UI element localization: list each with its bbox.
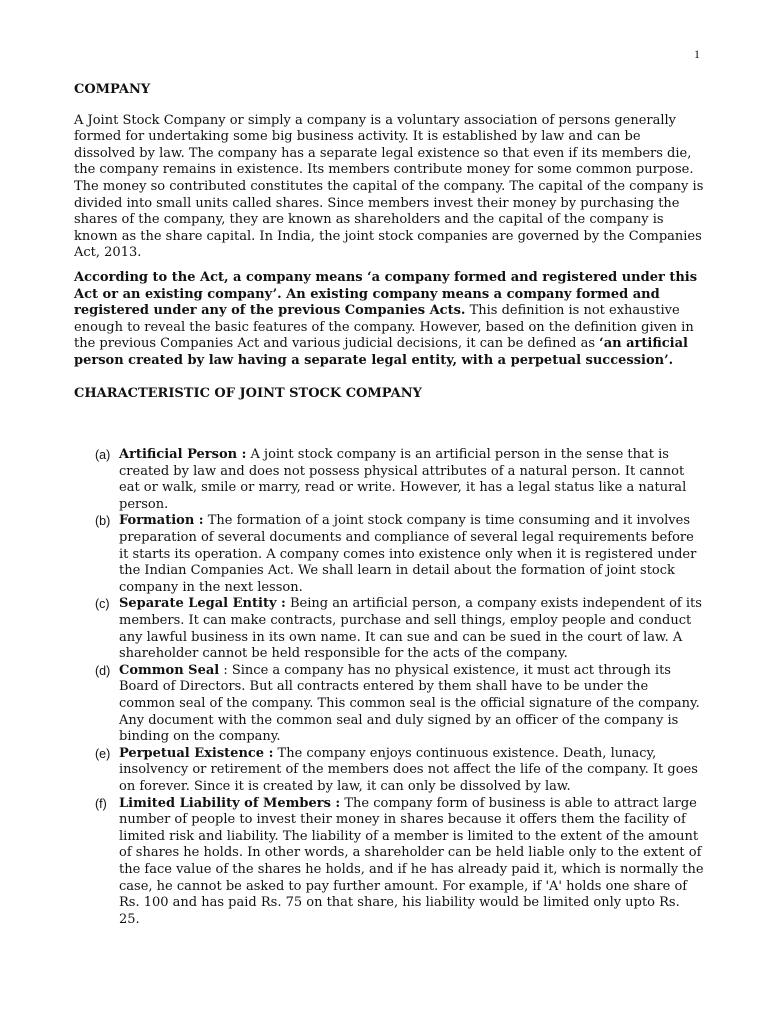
item-text: Being an artificial person, a company exists independent of its members. It can make contracts, purchase and sell things, employ people and conduct any lawful business in its own name. It can sue and can be sued in the court of law. A shareholder cannot be held responsible for the acts of the company. (119, 596, 702, 662)
item-text: : Since a company has no physical existence, it must act through its Board of Directors. But all contracts entered by them shall have to be under the common seal of the company. This common seal is the official signature of the company. Any document with the common seal and duly signed by an officer of the company is binding on the company. (119, 662, 700, 745)
list-marker: (f) (95, 796, 107, 811)
list-item (74, 513, 704, 596)
item-text: The company form of business is able to attract large number of people to invest their money in shares because it offers them the facility of limited risk and liability. The liability of a member is limited to the extent of the amount of shares he holds. In other words, a shareholder can be held liable only to the extent of the face value of the shares he holds, and if he has already paid it, which is normally the case, he cannot be asked to pay further amount. For example, if 'A' holds one share of Rs. 100 and has paid Rs. 75 on that share, his liability would be limited only upto Rs. 25. (119, 795, 704, 927)
definition-normal-text: This definition is not exhaustive enough to reveal the basic features of the company. However, based on the definition given in the previous Companies Act and various judicial decisions, it can be defined as (74, 303, 694, 352)
list-marker: (a) (95, 448, 111, 463)
page-title: COMPANY (74, 82, 151, 97)
list-marker: (d) (95, 663, 111, 678)
list-item (74, 447, 704, 513)
characteristics-list (74, 447, 704, 928)
page-content (74, 82, 704, 928)
list-marker: (b) (95, 514, 111, 529)
list-marker: (c) (95, 597, 110, 612)
page-number: 1 (694, 47, 700, 61)
list-item (74, 746, 704, 796)
section-heading: CHARACTERISTIC OF JOINT STOCK COMPANY (74, 385, 422, 401)
list-item (74, 663, 704, 746)
item-text: A joint stock company is an artificial person in the sense that is created by law and does not possess physical attributes of a natural person. It cannot eat or walk, smile or marry, read or write. However, it has a legal status like a natural person. (119, 447, 687, 512)
intro-paragraph: A Joint Stock Company or simply a company is a voluntary association of persons generally formed for undertaking some big business activity. It is established by law and can be dissolved by law. The company has a separate legal existence so that even if its members die, the company remains in existence. Its members contribute money for some common purpose. The money so contributed constitutes the capital of the company. The capital of the company is divided into small units called shares. Since members invest their money by purchasing the shares of the company, they are known as shareholders and the capital of the company is known as the share capital. In India, the joint stock companies are governed by the Companies Act, 2013. (74, 112, 704, 261)
definition-bold-text: According to the Act, a company means ‘a company formed and registered under this Act or an existing company’. An existing company means a company formed and registered under any of the previous Companies Acts. (74, 269, 698, 319)
list-item (74, 596, 704, 662)
item-text: The formation of a joint stock company is time consuming and it involves preparation of several documents and compliance of several legal requirements before it starts its operation. A company comes into existence only when it is registered under the Indian Companies Act. We shall learn in detail about the formation of joint stock company in the next lesson. (119, 513, 697, 595)
item-term: Limited Liability of Members : (119, 795, 341, 811)
item-term: Formation : (119, 513, 204, 529)
list-marker: (e) (95, 746, 111, 761)
item-term: Separate Legal Entity : (119, 596, 286, 612)
item-term: Perpetual Existence : (119, 745, 274, 761)
item-term: Artificial Person : (119, 447, 247, 463)
definition-paragraph (74, 270, 704, 370)
definition-quote: ‘an artificial person created by law having a separate legal entity, with a perpetual succession’. (74, 336, 688, 368)
item-text: The company enjoys continuous existence. Death, lunacy, insolvency or retirement of the members does not affect the life of the company. It goes on forever. Since it is created by law, it can only be dissolved by law. (119, 745, 698, 794)
list-item (74, 796, 704, 929)
item-term: Common Seal (119, 662, 220, 678)
